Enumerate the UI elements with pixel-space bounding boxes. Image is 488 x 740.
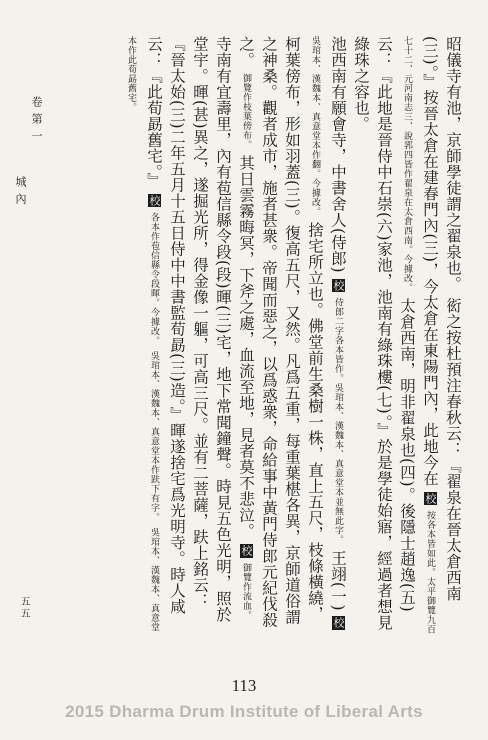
text-run: 衒之按杜預注春秋云：『翟泉在晉太倉西南(三)。』按晉太倉在建春門內(三)，今太倉在東陽門內，此地今在 — [421, 36, 462, 602]
collation-note: 吳琯本、漢魏本、真意堂本作翻。今據改。 — [310, 36, 320, 217]
collation-mark: 校 — [240, 545, 253, 557]
watermark: 2015 Dharma Drum Institute of Liberal Arts — [65, 702, 423, 721]
collation-mark: 校 — [148, 194, 161, 207]
running-head-section: 城內 — [14, 176, 27, 210]
collation-mark: 校 — [332, 617, 345, 629]
collation-mark: 校 — [332, 279, 345, 292]
text-run: 王翊(一) — [329, 549, 347, 612]
collation-note: 各本作苞信縣令段暉。今據改。 — [149, 212, 159, 346]
text-run: 太倉西南，明非翟泉也(四)。後隱士趙逸(五)云：『此地是晉侍中石崇(六)家池，池南有綠珠樓(七)。』於是學徒始寤，經過者想見綠珠之容也。 — [352, 36, 416, 631]
collation-note: 御覽作枝葉傍布。 — [241, 73, 251, 150]
paragraph — [234, 36, 349, 636]
collation-note: 御覽作流血。 — [241, 563, 251, 621]
page-number: 113 — [231, 676, 257, 695]
collation-note: 侍郎二字各本皆作。吳琯本、漢魏本、真意堂本並無此字。 — [333, 297, 343, 545]
text-run: 捨宅所立也。佛堂前生桑樹一株，直上五尺，枝條橫繞，柯葉傍布，形如羽蓋(三)。復高五尺，又然。凡爲五重，每重葉椹各異，京師道俗謂之神桑。觀者成市，施者甚衆。帝聞而惡之，以爲惑衆，命給事中黃門侍郎元紀伐殺之。 — [237, 36, 324, 628]
running-head — [12, 96, 44, 210]
collation-mark: 校 — [424, 492, 437, 505]
page-marker: 五五 — [18, 596, 29, 620]
paragraph — [119, 36, 234, 636]
text-run: 其日雲霧晦冥，下斧之處，血流至地，見者莫不悲泣。 — [237, 154, 255, 539]
paragraph — [349, 36, 464, 636]
collation-note: 吳琯本、漢魏本、真意堂本作此荀勗舊宅。 — [126, 36, 159, 632]
text-run: 昭儀寺有池，京師學徒謂之翟泉也。 — [444, 36, 462, 292]
collation-note: 按各本皆如此。太平御覽九百七十二、元河南志三、說郛四皆作翟泉在太倉西南。今據改。 — [402, 36, 435, 635]
text-run: 寺南有宜壽里，內有苞信縣令段(段)暉(三)宅，地下常聞鐘聲。時見五色光明，照於堂宇。暉(甚)異之，遂掘光所，得金像一軀，可高三尺。並有二菩薩，趺上銘云：『晉太始(三)二年五月十五日侍中中書監荀勗(三)造。』暉遂捨宅爲光明寺。時人咸云：『此荀勗舊宅。』 — [145, 36, 232, 623]
main-text — [60, 36, 464, 636]
running-head-volume: 卷第一 — [30, 96, 43, 147]
text-run: 池西南有願會寺，中書舍人(侍郎) — [329, 36, 347, 274]
collation-note: 吳琯本、漢魏本、真意堂本作趺下有字。 — [149, 351, 159, 523]
